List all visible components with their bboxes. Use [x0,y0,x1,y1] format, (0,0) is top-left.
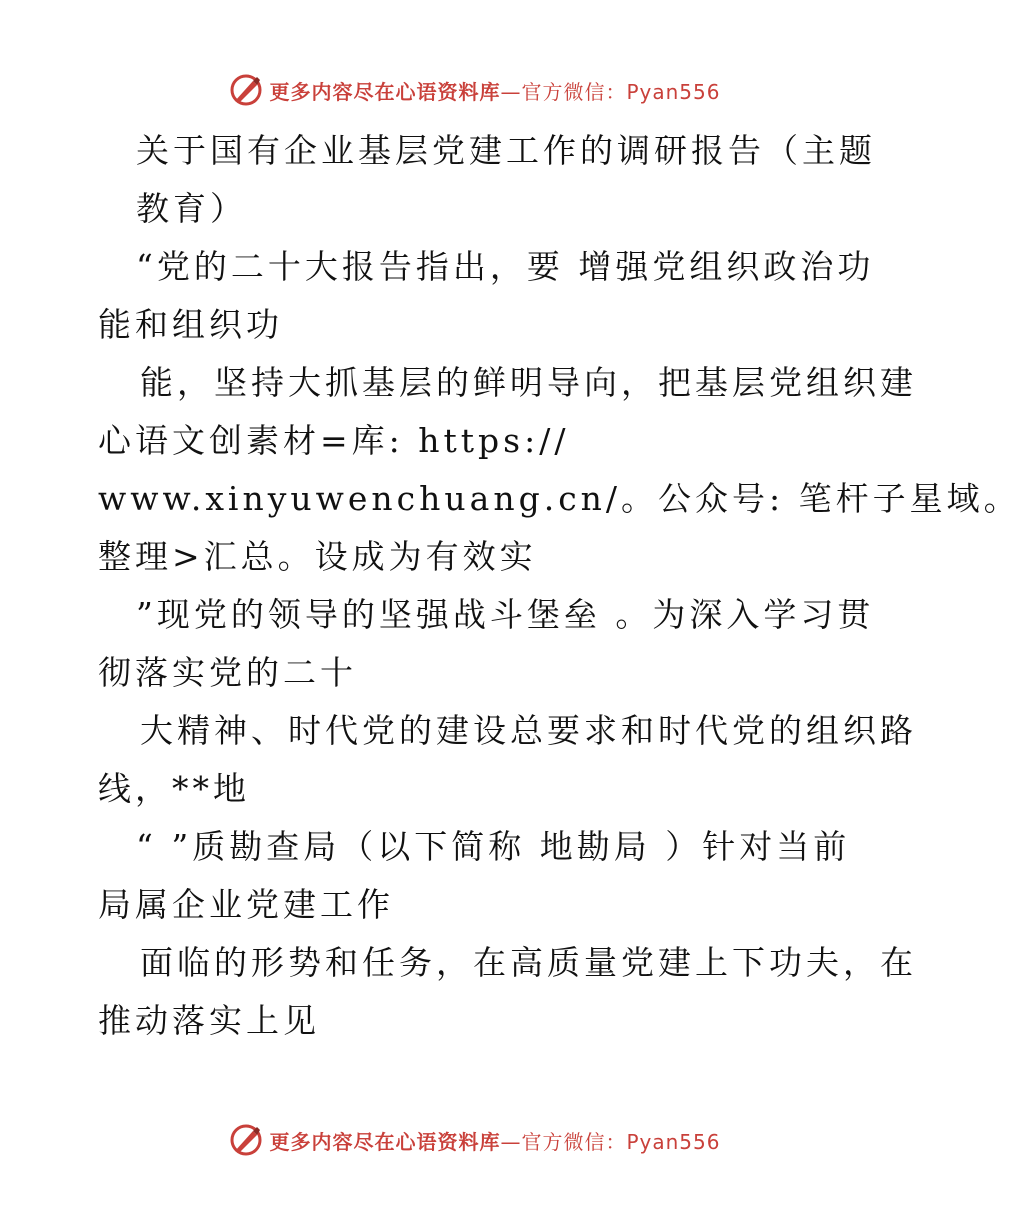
doc-line: 大精神、时代党的建设总要求和时代党的组织路 [140,711,917,750]
footer-watermark [0,1120,950,1160]
doc-line: 推动落实上见 [98,1001,320,1040]
doc-title-line-2: 教育） [136,189,247,228]
header-watermark [0,70,950,110]
doc-line: 彻落实党的二十 [98,653,357,692]
doc-line: 线，**地 [98,769,250,808]
doc-line: 能，坚持大抓基层的鲜明导向，把基层党组织建 [140,363,917,402]
doc-line: ”现党的领导的坚强战斗堡垒 。为深入学习贯 [136,595,875,634]
doc-line: “党的二十大报告指出，要 增强党组织政治功 [136,247,875,286]
doc-line: 整理>汇总。设成为有效实 [98,537,537,576]
footer-brand-text: 更多内容尽在心语资料库 [269,1129,501,1154]
pen-logo-icon [229,73,263,107]
footer-contact-text: —官方微信：Pyan556 [500,1129,721,1154]
document-body [98,122,1021,1050]
doc-link-line: www.xinyuwenchuang.cn/。公众号: 笔杆子星域。 [98,479,1021,518]
doc-title-line-1: 关于国有企业基层党建工作的调研报告（主题 [136,131,876,170]
header-brand-text: 更多内容尽在心语资料库 [269,79,501,104]
pen-logo-icon [229,1123,263,1157]
header-contact-text: —官方微信：Pyan556 [500,79,721,104]
doc-line: 能和组织功 [98,305,283,344]
doc-line: 心语文创素材=库: https:// [98,421,570,460]
doc-line: 局属企业党建工作 [98,885,394,924]
doc-line: 面临的形势和任务，在高质量党建上下功夫，在 [140,943,917,982]
doc-line: “ ”质勘查局（以下简称 地勘局 ）针对当前 [136,827,851,866]
